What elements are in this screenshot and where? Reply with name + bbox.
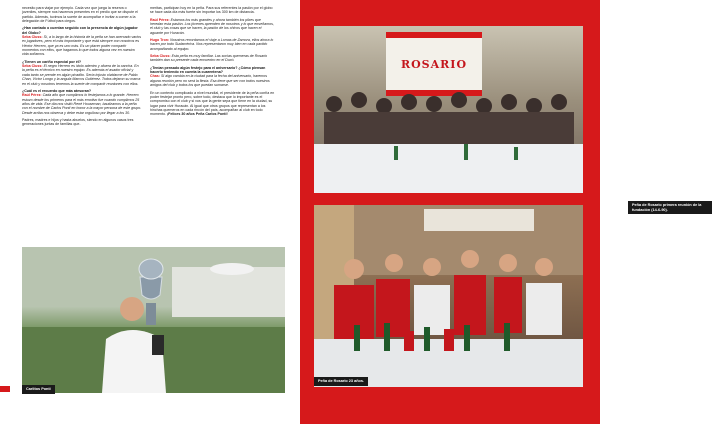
answer-paragraph (22, 93, 142, 115)
closing-text: En un contexto complicado a nivel mundial, el presidente de la peña confía en poder festejar pronto pero, sobre todo, destaca que lo importante es el compromiso con el club y si vos que la gente sepa que tiene en la ciudad, su lugar para vivir Huracán. Al igual que otros grupos que representan a los hinchas quemeros en cada rincón del país, acompañan al club en todo momento. (150, 90, 275, 117)
speaker-name: Raúl Pérez: (150, 17, 170, 22)
text-column-left (22, 6, 142, 130)
photo-illustration (314, 205, 583, 387)
speaker-name: Hugo Tron: (150, 38, 170, 43)
answer-paragraph (150, 54, 275, 63)
interview-question: ¿Han contado o cuentan seguido con la presencia de algún jugador del Globo? (22, 26, 138, 35)
paragraph (150, 91, 275, 117)
photo-23-years (314, 205, 583, 387)
speaker-name: Seba Cluss: (22, 64, 43, 69)
photo-founding-meeting (314, 26, 702, 212)
answer-text: El negro Herrero es ídolo adentro y afuera de la cancha. En la peña es el técnico en nuestro equipo. Es además el asador oficial y cada tanto se prende en algún picadito. Sería injusto olvidarme de Pablo Chan, Víctor Longo y la angula Marcos Gutiérrez. Todos dejaron su marca en el club y nosotros tenemos la suerte de compartir reuniones con ellos. (22, 64, 141, 86)
answer-paragraph (150, 38, 275, 51)
answer-text: Nosotros recordamos el viaje a Lomas de Zamora, ellos ahora lo hacen por todo Sudamérica. Nos representaron muy bien en cada partido acompañando al equipo. (150, 38, 274, 51)
page-marker (0, 386, 10, 392)
interview-question: ¿Tenían pensado algún festejo para el aniversario? ¿Cómo piensan hacerlo teniendo en cuenta la cuarentena? (150, 65, 266, 75)
answer-text: Cada año que cumplimos lo festejamos a lo grande. Herrero estuvo desde los primeros para el más emotivo fue cuando cumplimos 25 años de vida. Ese día nos visitó René Houseman, bautizamos a la peña con el nombre de Carlos Ponti en honor a la mayor persona de este grupo. Desde arriba nos observa y debe estar orgulloso por llegar a los 30. (22, 93, 142, 115)
paragraph: Padres, madres e hijos y hasta abuelos, siendo en algunos casos tres generaciones juntas de familias que- (22, 117, 134, 127)
interview-question: ¿Tienen un cariño especial por él? (22, 59, 82, 64)
answer-paragraph (150, 74, 275, 87)
answer-text: Sí, a lo largo de la historia de la peña se han acercado varios ex jugadores, pero el más importante y que está siempre con nosotros es Héctor Herrero, que ya es uno más. Es un placer poder compartir momentos con ellos, que hagamos lo que todos alguna vez en nuestra vida soñamos. (22, 35, 142, 57)
speaker-name: Seba Cluss: (22, 35, 43, 40)
speaker-name: Chas: (150, 74, 160, 79)
answer-paragraph (150, 18, 275, 35)
speaker-name: Raúl Pérez: (22, 93, 42, 98)
photo-caption: Peña de Rosario primera reunión de la fundación (14-6-90). (628, 201, 712, 214)
answer-text: Esta peña es muy familiar. Las socias quemeras de Rosario también dan su presente cada encuentro en el Ducó. (150, 54, 268, 63)
paragraph: meritas, participan hoy en la peña. Para sus referentes la pasión por el globo se hace cada día más fuerte sin importar los 300 km de distancia. (150, 6, 273, 15)
answer-paragraph (22, 64, 142, 86)
photo-illustration (22, 247, 285, 393)
speaker-name: Seba Cluss: (150, 54, 171, 59)
paragraph: necesito para viajar por ejemplo. Cada vez que juega la reserva o juveniles, siempre nos hacemos presentes en el predio que se dispute el partido. Además, tuvimos la suerte de acompañar e invitar a comer a la delegación de Fútbol para ciegos. (22, 6, 138, 24)
answer-paragraph (22, 35, 142, 57)
answer-text: Si algo cambia en la ciudad para la fecha del aniversario, haremos alguna reunión pero no será la fiesta. Esa tiene que ser con todos nuestros amigos del club y todos los que puedan sumarse. (150, 74, 270, 88)
photo-illustration (314, 26, 583, 193)
photo-carlitos-ponti (22, 247, 285, 393)
photo-caption: Carlitos Ponti (22, 385, 55, 394)
interview-question: ¿Cuál es el recuerdo que más atesoran? (22, 88, 92, 93)
salute-text: ¡Felices 30 años Peña Carlos Ponti! (166, 112, 228, 117)
left-page (0, 0, 300, 424)
text-column-right (150, 6, 275, 120)
answer-text: Estamos los más grandes y ahora también los pibes que heredan esta pasión. Los jóvenes aprenden de nosotros y lo que enseñamos, el club y las cosas que se hacen, la pasión de los chicos que hacen el aguante por Huracán. (150, 17, 274, 35)
photo-caption: Peña de Rosario 23 años. (314, 377, 368, 386)
flag-text: ROSARIO (400, 57, 468, 71)
